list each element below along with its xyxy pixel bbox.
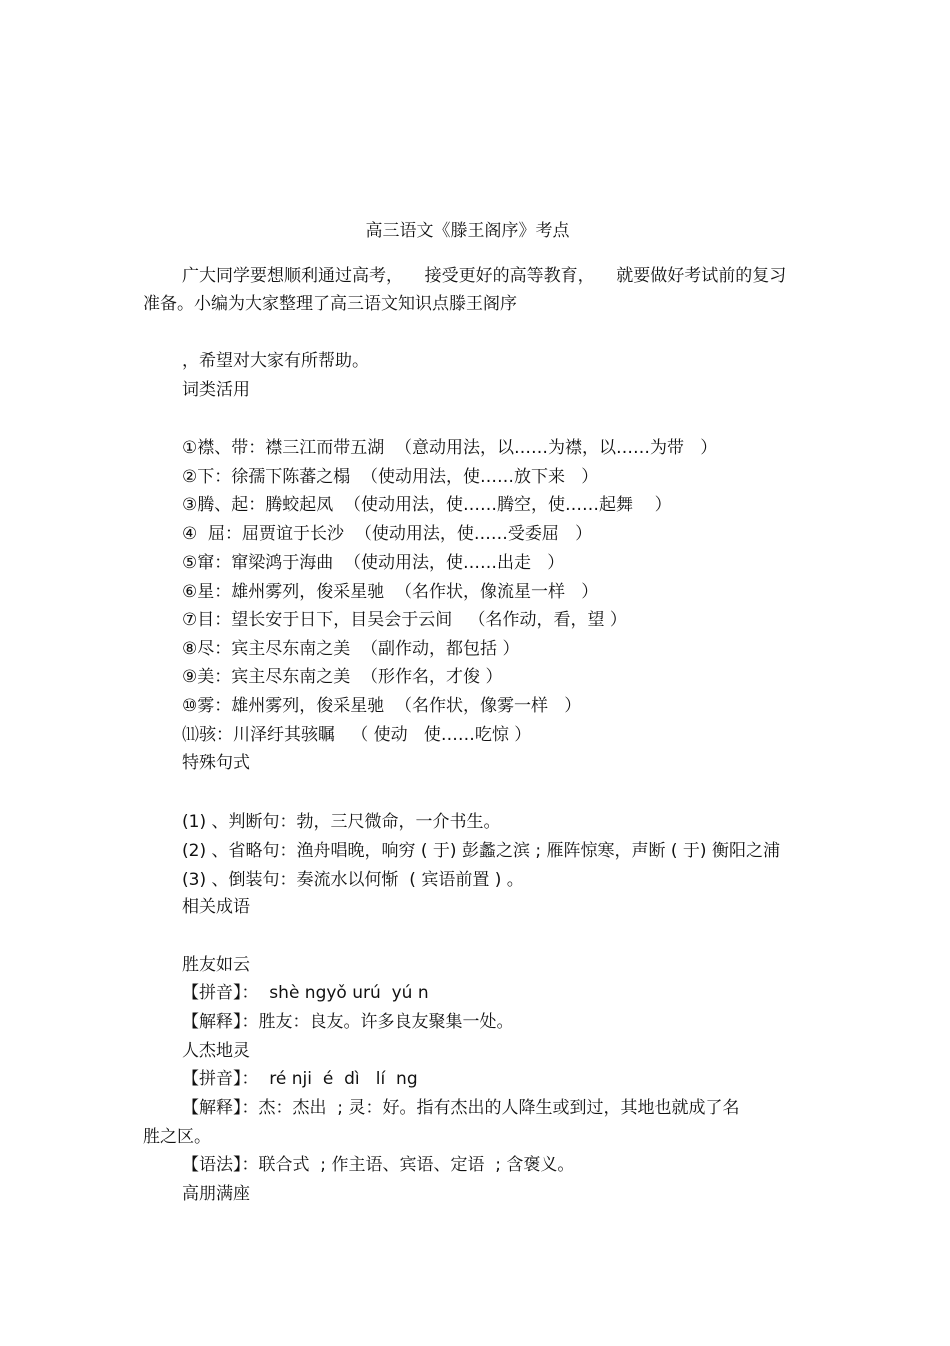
list-item: ③腾、起：腾蛟起凤 （使动用法，使……腾空，使……起舞 ） bbox=[182, 495, 672, 515]
list-item: ⑧尽：宾主尽东南之美 （副作动，都包括 ） bbox=[182, 639, 520, 659]
intro-line-3: ，希望对大家有所帮助。 bbox=[182, 351, 369, 371]
idiom-meaning: 【解释】：杰：杰出 ; 灵：好。指有杰出的人降生或到过，其地也就成了名 bbox=[182, 1098, 740, 1118]
section-heading-idioms: 相关成语 bbox=[182, 897, 250, 917]
idiom-pinyin: 【拼音】： ré nji é dì lí ng bbox=[182, 1069, 418, 1089]
list-item: (1) 、判断句：勃，三尺微命，一介书生。 bbox=[182, 812, 501, 832]
list-item: (2) 、省略句：渔舟唱晚，响穷 ( 于) 彭蠡之滨 ; 雁阵惊寒，声断 ( 于) 衡阳之浦 bbox=[182, 841, 780, 861]
section-heading-sentence: 特殊句式 bbox=[182, 753, 250, 773]
list-item: ②下：徐孺下陈蕃之榻 （使动用法，使……放下来 ） bbox=[182, 467, 599, 487]
list-item: ①襟、带：襟三江而带五湖 （意动用法，以……为襟，以……为带 ） bbox=[182, 438, 718, 458]
list-item: ⑥星：雄州雾列，俊采星驰 （名作状，像流星一样 ） bbox=[182, 582, 599, 602]
list-item: (3) 、倒装句：奏流水以何惭 ( 宾语前置 ) 。 bbox=[182, 870, 524, 890]
idiom-name: 胜友如云 bbox=[182, 955, 250, 975]
list-item: ⑤窜：窜梁鸿于海曲 （使动用法，使……出走 ） bbox=[182, 553, 565, 573]
idiom-meaning: 【解释】：胜友：良友。许多良友聚集一处。 bbox=[182, 1012, 514, 1032]
section-heading-word-class: 词类活用 bbox=[182, 380, 250, 400]
intro-line-2: 准备。小编为大家整理了高三语文知识点滕王阁序 bbox=[143, 294, 517, 314]
list-item: ⑨美：宾主尽东南之美 （形作名，才俊 ） bbox=[182, 667, 503, 687]
list-item: ⑾骇：川泽纡其骇瞩 （ 使动 使……吃惊 ） bbox=[182, 725, 532, 745]
idiom-pinyin: 【拼音】： shè ngyǒ urú yú n bbox=[182, 983, 429, 1003]
page-title: 高三语文《滕王阁序》考点 bbox=[365, 221, 570, 241]
list-item: ⑦目：望长安于日下，目吴会于云间 （名作动，看，望 ） bbox=[182, 610, 627, 630]
idiom-name: 高朋满座 bbox=[182, 1184, 250, 1204]
idiom-meaning-continued: 胜之区。 bbox=[143, 1127, 211, 1147]
list-item: ④ 屈：屈贾谊于长沙 （使动用法，使……受委屈 ） bbox=[182, 524, 593, 544]
idiom-name: 人杰地灵 bbox=[182, 1041, 250, 1061]
intro-line-1: 广大同学要想顺利通过高考， 接受更好的高等教育， 就要做好考试前的复习 bbox=[182, 266, 787, 286]
list-item: ⑩雾：雄州雾列，俊采星驰 （名作状，像雾一样 ） bbox=[182, 696, 582, 716]
idiom-grammar: 【语法】：联合式 ; 作主语、宾语、定语 ; 含褒义。 bbox=[182, 1155, 575, 1175]
